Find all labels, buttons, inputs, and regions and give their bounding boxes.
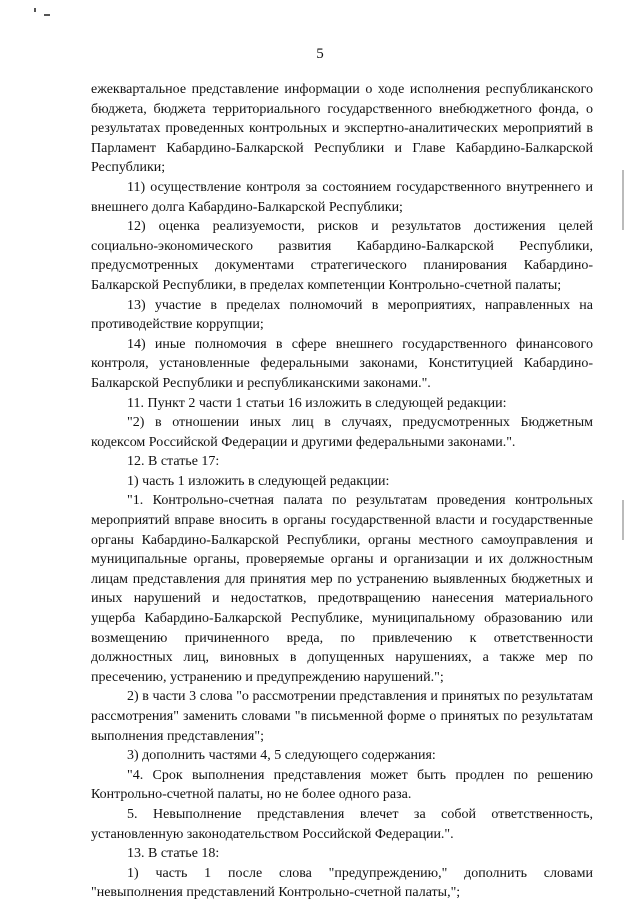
paragraph: 2) в части 3 слова "о рассмотрении представления и принятых по результатам рассмотрения" заменить словами "в письменной форме о принятых по результатам выполнения представления"; [91, 689, 593, 744]
scan-mark [34, 8, 36, 12]
paragraph: 13. В статье 18: [127, 846, 220, 862]
paragraph: 1) часть 1 изложить в следующей редакции: [127, 473, 390, 489]
scan-edge-mark [622, 500, 624, 540]
page-number: 5 [316, 46, 324, 62]
paragraph: 3) дополнить частями 4, 5 следующего содержания: [127, 748, 436, 764]
scan-mark [44, 14, 50, 16]
paragraph: 14) иные полномочия в сфере внешнего государственного финансового контроля, установленные федеральными законами, Конституцией Кабардино-Балкарской Республики и республиканскими законами.". [91, 336, 593, 391]
paragraph: "2) в отношении иных лиц в случаях, предусмотренных Бюджетным кодексом Российской Федерации и другими федеральными законами.". [91, 415, 593, 450]
paragraph: 1) часть 1 после слова "предупреждению," дополнить словами "невыполнения представлений Контрольно-счетной палаты,"; [91, 865, 593, 901]
paragraph: 11) осуществление контроля за состоянием государственного внутреннего и внешнего долга Кабардино-Балкарской Республики; [91, 179, 593, 215]
paragraph: 12) оценка реализуемости, рисков и результатов достижения целей социально-экономического развития Кабардино-Балкарской Республики, предусмотренных документами стратегического планирования Кабардино-Балкарской Республики, в пределах компетенции Контрольно-счетной палаты; [91, 219, 593, 293]
paragraph: 5. Невыполнение представления влечет за собой ответственность, установленную законодательством Российской Федерации.". [91, 806, 593, 842]
paragraph: "1. Контрольно-счетная палата по результатам проведения контрольных мероприятий вправе вносить в органы государственной власти и государственные органы Кабардино-Балкарской Республики, органы местного самоуправления и муниципальные органы, проверяемые органы и организации и их должностным лицам представления для принятия мер по устранению выявленных бюджетных и иных нарушений и недостатков, предотвращению нанесения материального ущерба Кабардино-Балкарской Республике, муниципальному образованию или возмещению причиненного вреда, по привлечению к ответственности должностных лиц, виновных в допущенных нарушениях, а также мер по пресечению, устранению и предупреждению нарушений."; [91, 493, 593, 685]
paragraph: 11. Пункт 2 части 1 статьи 16 изложить в следующей редакции: [127, 395, 507, 411]
paragraph: 12. В статье 17: [127, 454, 220, 470]
scan-edge-mark [622, 170, 624, 230]
paragraph: ежеквартальное представление информации о ходе исполнения республиканского бюджета, бюджета территориального государственного внебюджетного фонда, о результатах проведенных контрольных и экспертно-аналитических мероприятий в Парламент Кабардино-Балкарской Республики и Главе Кабардино-Балкарской Республики; [91, 82, 593, 176]
paragraph: "4. Срок выполнения представления может быть продлен по решению Контрольно-счетной палаты, но не более одного раза. [91, 767, 593, 803]
paragraph: 13) участие в пределах полномочий в мероприятиях, направленных на противодействие коррупции; [91, 297, 593, 333]
document-body [91, 80, 593, 903]
